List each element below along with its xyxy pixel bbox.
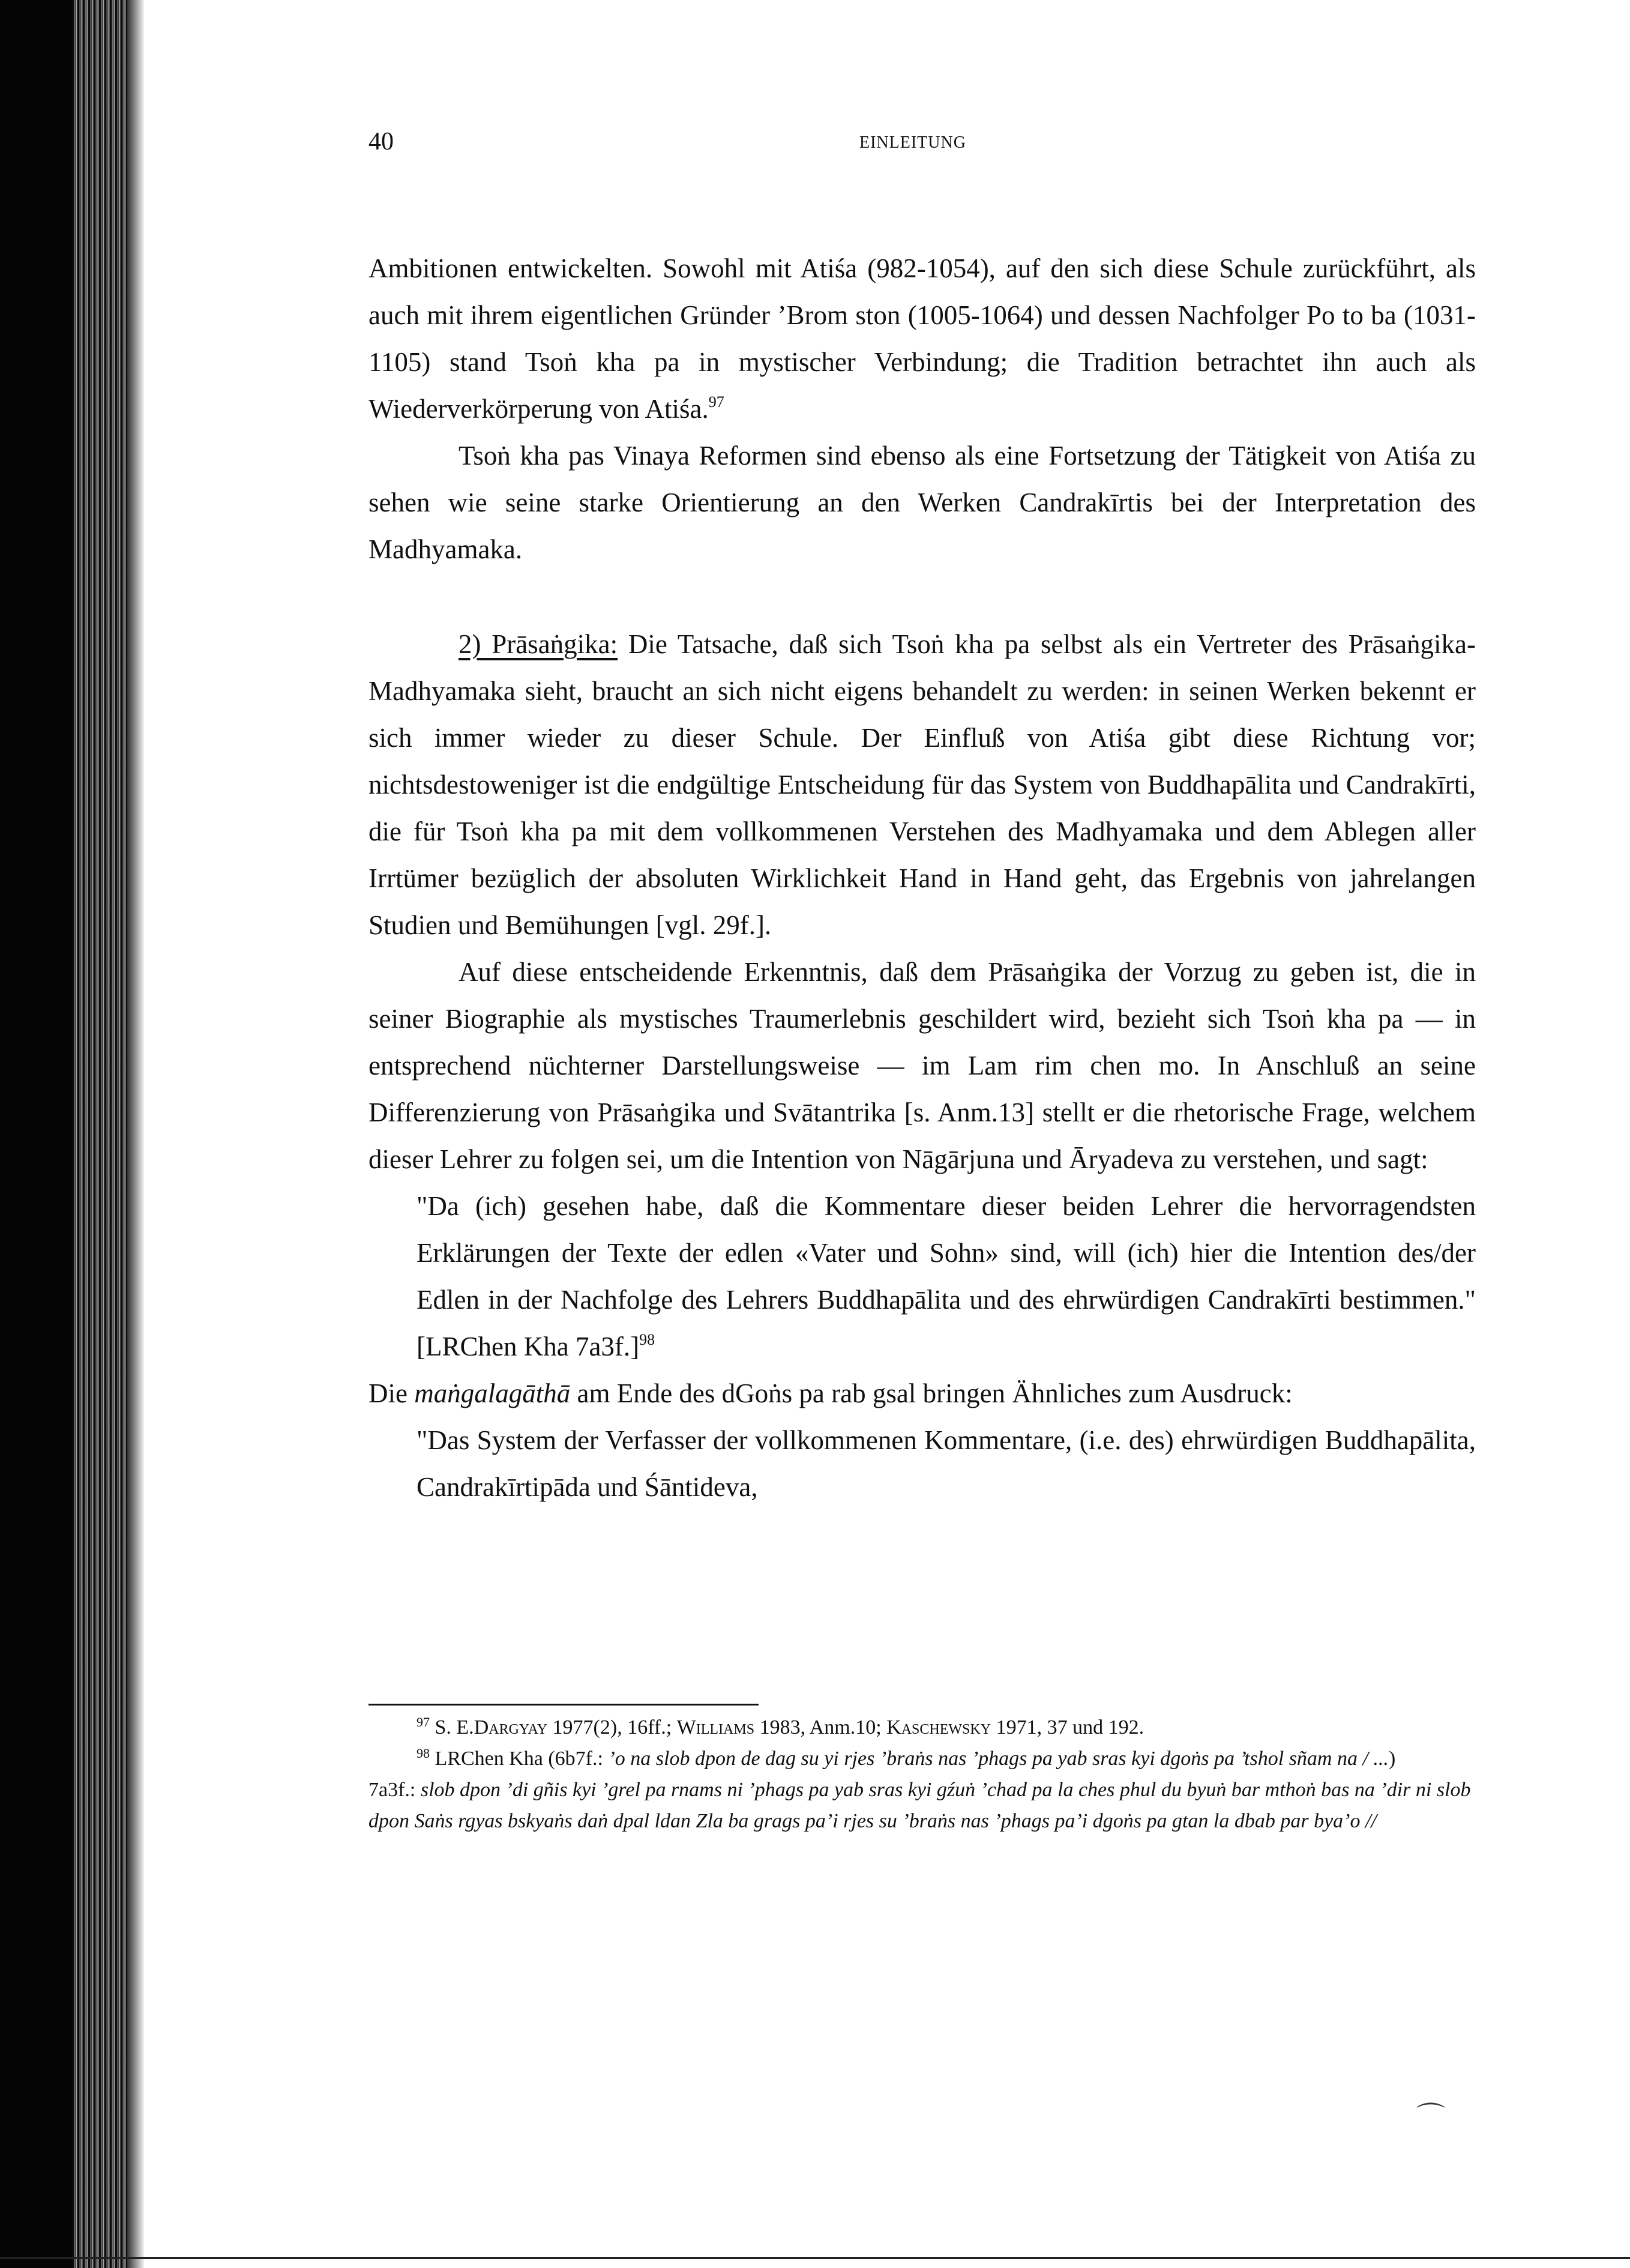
body-text-main: [368, 621, 1476, 1510]
footnote-98: $^{98}$ LRChen Kha (6b7f.: ’o na slob dpon de dag su yi rjes ’braṅs nas ’phags pa yab sras kyi dgoṅs pa ’tshol sñam na / ...): [417, 1746, 1396, 1770]
paragraph-5: Die maṅgalagāthā am Ende des dGoṅs pa rab gsal bringen Ähnliches zum Ausdruck:: [368, 1378, 1293, 1408]
scan-bottom-edge: [0, 2257, 1630, 2259]
page-header: [368, 127, 1449, 163]
footnote-separator: [368, 1704, 759, 1706]
footnote-ref-98[interactable]: 98: [639, 1331, 655, 1348]
footnote-number: 98: [417, 1746, 430, 1761]
book-binding-edge: [72, 0, 132, 2268]
paragraph-3: 2) Prāsaṅgika: Die Tatsache, daß sich Tsoṅ kha pa selbst als ein Vertreter des Prāsaṅgika-Madhyamaka sieht, braucht an sich nicht eigens behandelt zu werden: in seinen Werken bekennt er sich immer wieder zu dieser Schule. Der Einfluß von Atiśa gibt diese Richtung vor; nichtsdestoweniger ist die endgültige Entscheidung für das System von Buddhapālita und Candrakīrti, die für Tsoṅ kha pa mit dem vollkommenen Verstehen des Madhyamaka und dem Ablegen aller Irrtümer bezüglich der absoluten Wirklichkeit Hand in Hand geht, das Ergebnis von jahrelangen Studien und Bemühungen [vgl. 29f.].: [368, 629, 1476, 940]
paragraph-2: Tsoṅ kha pas Vinaya Reformen sind ebenso als eine Fortsetzung der Tätigkeit von Atiśa zu sehen wie seine starke Orientierung an den Werken Candrakīrtis bei der Interpretation des Madhyamaka.: [368, 441, 1476, 564]
footnote-ref-97[interactable]: 97: [708, 393, 724, 411]
paragraph-4: Auf diese entscheidende Erkenntnis, daß dem Prāsaṅgika der Vorzug zu geben ist, die in seiner Biographie als mystisches Traumerlebnis geschildert wird, bezieht sich Tsoṅ kha pa — in entsprechend nüchterner Darstellungsweise — im Lam rim chen mo. In Anschluß an seine Differenzierung von Prāsaṅgika und Svātantrika [s. Anm.13] stellt er die rhetorische Frage, welchem dieser Lehrer zu folgen sei, um die Intention von Nāgārjuna und Āryadeva zu verstehen, und sagt:: [368, 957, 1476, 1174]
quote-1: "Da (ich) gesehen habe, daß die Kommentare dieser beiden Lehrer die hervorragendsten Erklärungen der Texte der edlen «Vater und Sohn» sind, will (ich) hier die Intention des/der Edlen in der Nachfolge des Lehrers Buddhapālita und des ehrwürdigen Candrakīrti bestimmen." [LRChen Kha 7a3f.]$^{98}$: [417, 1191, 1476, 1362]
footnotes: [368, 1712, 1476, 1837]
book-binding-shadow: [0, 0, 78, 2268]
term-mangalagatha: maṅgalagāthā: [414, 1378, 571, 1408]
quote-2: "Das System der Verfasser der vollkommenen Kommentare, (i.e. des) ehrwürdigen Buddhapālita, Candrakīrtipāda und Śāntideva,: [417, 1425, 1476, 1502]
page-gutter: [127, 0, 144, 2268]
footnote-98-continued: 7a3f.: slob dpon ’di gñis kyi ’grel pa rnams ni ’phags pa yab sras kyi gźuṅ ’chad pa la ches phul du byuṅ bar mthoṅ bas na ’dir ni slob dpon Saṅs rgyas bskyaṅs daṅ dpal ldan Zla ba grags pa’i rjes su ’braṅs nas ’phags pa’i dgoṅs pa gtan la dbab par bya’o //: [368, 1779, 1471, 1832]
running-head: EINLEITUNG: [859, 133, 966, 152]
footnote-number: 97: [417, 1715, 430, 1730]
body-text-top: [368, 245, 1476, 573]
page-number: 40: [368, 128, 394, 155]
paragraph-1: Ambitionen entwickelten. Sowohl mit Atiśa (982-1054), auf den sich diese Schule zurückführt, als auch mit ihrem eigentlichen Gründer ’Brom ston (1005-1064) und dessen Nachfolger Po to ba (1031-1105) stand Tsoṅ kha pa in mystischer Verbindung; die Tradition betrachtet ihn auch als Wiederverkörperung von Atiśa.$^{97}$: [368, 253, 1476, 424]
section-heading-prasangika: 2) Prāsaṅgika:: [459, 629, 618, 659]
page-corner-mark: ⌒: [1416, 2102, 1446, 2134]
footnote-97: $^{97}$ S. E.Dargyay 1977(2), 16ff.; Williams 1983, Anm.10; Kaschewsky 1971, 37 und 192.: [417, 1715, 1144, 1739]
